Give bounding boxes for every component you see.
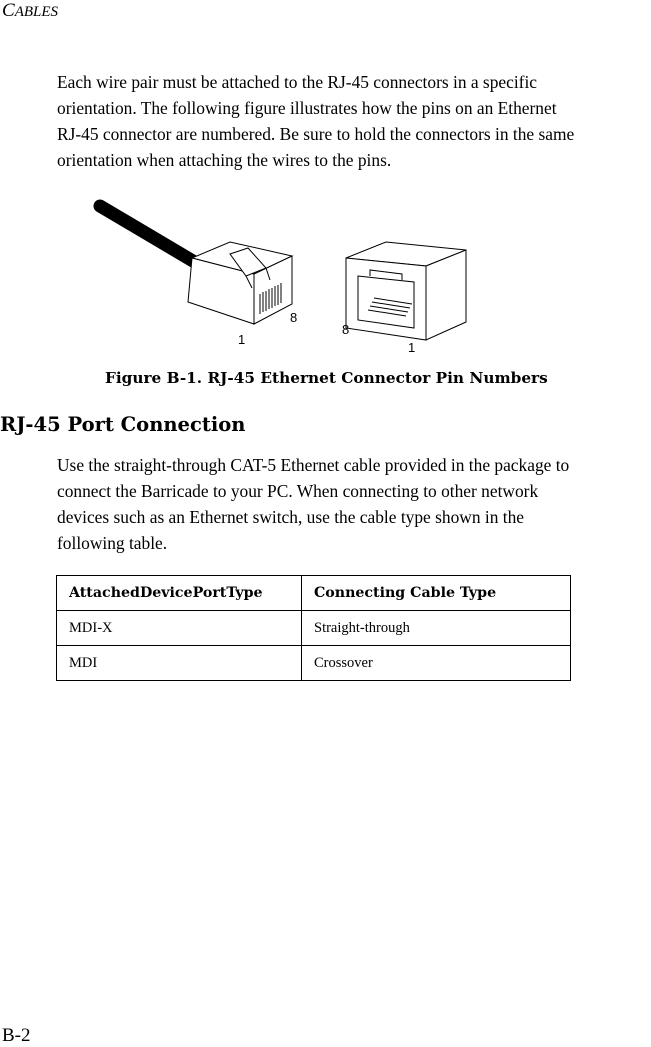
table-header-row [57, 576, 571, 611]
paragraph-line: orientation when attaching the wires to the pins. [57, 150, 392, 170]
table-cell: MDI [57, 646, 302, 681]
port-connection-paragraph [57, 452, 651, 556]
intro-paragraph [57, 69, 651, 173]
rj45-jack-illustration [346, 242, 466, 340]
table-cell: Crossover [302, 646, 571, 681]
cable-type-table [56, 575, 571, 681]
table-cell: Straight-through [302, 611, 571, 646]
paragraph-line: following table. [57, 533, 168, 553]
paragraph-line: Each wire pair must be attached to the RJ-45 connectors in a specific [57, 72, 538, 92]
paragraph-line: devices such as an Ethernet switch, use the cable type shown in the [57, 507, 524, 527]
table-header-cell: Connecting Cable Type [302, 576, 571, 611]
table-header-cell: AttachedDevicePortType [57, 576, 302, 611]
running-head-rest: ABLES [14, 4, 59, 20]
jack-pin-1-label: 1 [408, 340, 416, 352]
running-head-initial: C [2, 0, 15, 21]
paragraph-line: RJ-45 connector are numbered. Be sure to hold the connectors in the same [57, 124, 575, 144]
paragraph-line: Use the straight-through CAT-5 Ethernet cable provided in the package to [57, 455, 570, 475]
running-head [2, 0, 58, 22]
table-cell: MDI-X [57, 611, 302, 646]
figure-caption: Figure B-1. RJ-45 Ethernet Connector Pin Numbers [105, 369, 548, 387]
plug-pin-1-label: 1 [238, 332, 246, 347]
paragraph-line: connect the Barricade to your PC. When connecting to other network [57, 481, 539, 501]
rj45-connector-figure [80, 192, 480, 352]
jack-pin-8-label: 8 [342, 322, 350, 337]
table-row [57, 646, 571, 681]
rj45-plug-illustration [188, 242, 292, 324]
section-heading: RJ-45 Port Connection [0, 413, 246, 436]
table-row [57, 611, 571, 646]
cable-illustration [100, 206, 198, 264]
paragraph-line: orientation. The following figure illustrates how the pins on an Ethernet [57, 98, 557, 118]
page-number: B-2 [2, 1025, 31, 1046]
plug-pin-8-label: 8 [290, 310, 298, 325]
